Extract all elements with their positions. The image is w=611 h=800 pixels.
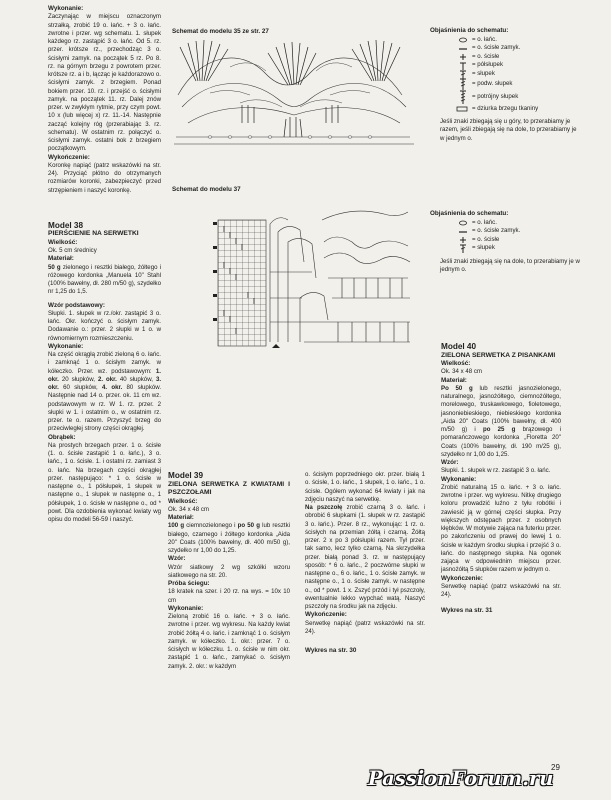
legend-item: = półsłupek (472, 61, 503, 69)
legend-item: = słupek (472, 69, 495, 77)
tr-symbol-icon (458, 90, 468, 104)
legend-schemat-35 (430, 27, 580, 143)
hdc-symbol-icon (458, 62, 468, 70)
sc-symbol-icon (458, 236, 468, 244)
column-model-39-cont (305, 471, 425, 655)
section-heading: Wykonanie: (48, 342, 84, 350)
hole-symbol-icon (456, 106, 468, 112)
legend-schemat-37 (430, 210, 580, 274)
section-heading: Wykończenie: (441, 574, 483, 582)
section-heading: Wielkość: (48, 238, 78, 246)
legend-item: = dziurka brzegu tkaniny (472, 104, 539, 112)
dc-symbol-icon (458, 244, 468, 253)
legend-title: Objaśnienia do schematu: (430, 210, 509, 217)
diagram-title: Schemat do modelu 35 ze str. 27 (172, 28, 269, 35)
lace-crochet-diagram (170, 37, 418, 149)
paragraph: Po 50 g lub resztki jasnozielonego, naturalnego, jasnożółtego, ciemnożółtego, morelowego, truskawkowego, fioletowego, jasnoniebieskiego, niebieskiego kordonka „Aida 20" Coats (100% bawełny, dł. 400 m/50 g) i po 25 g brązowego i pomarańczowego kordonka „Floretta 20" Coats (100% bawełny, dł. 190 m/25 g), szydełko nr 1,00 do 1,25. (441, 384, 561, 458)
legend-item: = o. łańc. (472, 35, 497, 43)
model-title: PIERŚCIENIE NA SERWETKI (48, 230, 139, 238)
section-heading: Wykonanie: (168, 604, 204, 612)
dc-symbol-icon (458, 70, 468, 79)
paragraph: Zrobić naturalną 15 o. łańc. + 3 o. łańc. zwrotne i przer. wg wykresu. Nitkę drugiego koloru prowadzić luźno z tyłu robótki i zawiesić ją w górnej części słupka. Przy większych odstępach przer. z osobnych kłębków. W motywie zająca na futerku przer. po zakończeniu od prawej do lewej 1 o. ścisłe w każdym środku słupka i przejść 3 o. łańc. do następnego słupka. Na ogonek zająca w odpowiednim miejscu przer. jasnożółtą 5 słupków razem w jednym o. (441, 483, 561, 574)
model-heading: Model 40 (441, 342, 477, 351)
legend-note: Jeśli znaki zbiegają się na dole, to przerabiamy je w jednym o. (440, 257, 580, 274)
paragraph: 50 g zielonego i resztki białego, żółtego i różowego kordonka „Manuela 10" Stahl (100% bawełny, dł. 280 m/50 g), szydełko nr 1,25 do 1,5. (48, 263, 161, 296)
paragraph: Ok. 5 cm średnicy (48, 247, 97, 254)
legend-item: = o. ścisłe (472, 52, 500, 60)
paragraph: Zieloną zrobić 16 o. łańc. + 3 o. łańc. zwrotne i przer. wg wykresu. Na każdy kwiat zrobić żółtą 4 o. łańc. i zamknąć 1 o. ścisłym zamyk. w kółeczko. 1. okr.: przer. 7 o. ścisłych w kółeczku. 1. o. ścisłe w nim okr. zastąpić 1 o. łańc., zamykać o. ścisłym zamyk. 2. okr.: w każdym (168, 613, 290, 670)
paragraph: Serwetkę napiąć (patrz wskazówki na str. 24). (305, 619, 425, 635)
section-heading: Wzór: (441, 459, 459, 466)
paragraph: Na prostych brzegach przer. 1 o. ścisłe (1. o. ścisłe zastąpić 1 o. łańc.), 3 o. łańc., 1 o. ścisłe. 1. i ostatni rz. zamiast 3 o. łańc. Na brzegach części okrągłej przer. następująco: * 1 o. ścisłe w następne o., 1 półsłupek, 1 słupek w następne o., 1 słupek w następne o., 1 półsłupek, 1 o. ścisłe w następne o., od * powt. Dla ozdobienia wykonać kwiaty wg opisu do modeli 56-59 i naszyć. (48, 441, 161, 523)
watermark: PassionForum.ru (368, 767, 554, 790)
slip-symbol-icon (458, 45, 468, 51)
section-heading: Wzór podstawowy: (48, 301, 106, 309)
paragraph: 18 kratek na szer. i 20 rz. na wys. = 10x 10 cm (168, 588, 290, 604)
legend-note: Jeśli znaki zbiegają się u góry, to przerabiamy je razem, jeśli zbiegają się na dole, to przerabiamy je w jednym o. (440, 118, 577, 142)
section-heading: Materiał: (441, 376, 467, 384)
paragraph: Słupki. 1. słupek w rz./okr. zastąpić 3 o. łańc. Okr. kończyć o. ścisłym zamyk. Dodawanie o.: przer. 2 słupki w 1 o. w równomiernym rozmieszczeniu. (48, 309, 161, 342)
section-heading: Wykończenie: (48, 153, 90, 161)
chain-symbol-icon (458, 220, 468, 226)
legend-item: = o. ścisłe zamyk. (472, 227, 521, 235)
paragraph: Ok. 34 x 48 cm (441, 368, 482, 376)
section-heading: Materiał: (168, 514, 194, 521)
section-heading: Wielkość: (168, 497, 198, 505)
legend-title: Objaśnienia do schematu: (430, 27, 509, 34)
column-model-39 (168, 471, 290, 671)
paragraph: o. ścisłym poprzedniego okr. przer. białą 1 o. ścisłe, 1 o. łańc., 1 słupek, 1 o. łańc., 1 o. ścisłe. Ogółem wykonać 64 kwiaty i jak na zdjęciu naszyć na serwetkę. (305, 471, 425, 503)
model-title: ZIELONA SERWETKA Z KWIATAMI I PSZCZOŁAMI (168, 480, 290, 496)
legend-item: = o. łańc. (472, 218, 497, 226)
sc-symbol-icon (458, 53, 468, 61)
paragraph: Wzór siatkowy 2 wg szkółki wzoru siatkowego na str. 20. (168, 563, 290, 579)
page-reference: Wykres na str. 30 (305, 647, 357, 654)
paragraph: 100 g ciemnozielonego i po 50 g lub resztki białego, czarnego i żółtego kordonka „Aida 20" Coats (100% bawełny, dł. 400 m/50 g), szydełko nr 1,00 do 1,25. (168, 522, 290, 554)
legend-item: = słupek (472, 244, 495, 252)
column-model-40 (441, 342, 561, 616)
section-heading: Materiał: (48, 255, 74, 263)
filet-crochet-diagram (212, 202, 415, 349)
model-heading: Model 39 (168, 471, 204, 480)
legend-item: = potrójny słupek (472, 93, 519, 101)
paragraph: Zaczynając w miejscu oznaczonym strzałką, zrobić 19 o. łańc. + 3 o. łańc. zwrotne i przer. wg schematu. 1. słupek każdego rz. zastąpić 3 o. łańc. Od 5. rz. przer. krótsze rz., przechodząc 3 o. ścisłymi zamyk. na początek 5 rz. Po 8. rz. na górnym brzegu z powrotem przer. krótsze rz. a i b, łącząc je każdorazowo o. ścisłymi zamyk. z brzegiem. Ponad bokiem przer. 10. rz. i przejść o. ścisłymi zamyk. na początek 11. rz. Dalej znów przer. w zwykłym rytmie, przy czym powt. 10 x (lub więcej x) rz. 11.-14. Następnie zacząć kolejny róg (przerabiając 3. rz. schematu). W ostatnim rz. połączyć o. ścisłymi zamyk. ostatni bok z brzegiem początkowym. (48, 13, 161, 153)
section-heading: Próba ściegu: (168, 580, 210, 587)
legend-item: = o. ścisłe zamyk. (472, 44, 521, 52)
paragraph: Na pszczołę zrobić czarną 3 o. łańc. i obrobić 6 słupkami (1. słupek w rz. zastąpić 3 o. łańc.). Przer. 8 rz., wykonując: 1 rz. o. ścisłych na przemian żółtą i czarną. Żółtą przer. 2 x po 3 półsłupki razem. Tył przer. tak samo, lecz tylko czarną. Na skrzydełka przer. białą ponad 3. rz. w następujący sposób: * 6 o. łańc., 2 poczwórne słupki w następne o., 6 o. łańc., 1 o. ścisłe zamyk. w następne o., 1 o. ścisłe zamyk. w następne o., od * powt. 1 x. Zszyć przód i tył pszczoły, ewentualnie lekko wypchać watą. Naszyć pszczoły na środku jak na zdjęciu. (305, 504, 425, 610)
page-reference: Wykres na str. 31 (441, 607, 493, 615)
slip-symbol-icon (458, 228, 468, 234)
dc-double-symbol-icon (458, 78, 468, 90)
section-heading: Wykonanie: (48, 5, 84, 12)
paragraph: Koronkę napiąć (patrz wskazówki na str. 24). Przyciąć płótno do otrzymanych rozmiarów koronki, zabezpieczyć przed strzępieniem i naszyć koronkę. (48, 161, 161, 194)
section-heading: Wielkość: (441, 360, 471, 367)
paragraph: Na część okrągłą zrobić zieloną 6 o. łańc. i zamknąć 1 o. ścisłym zamyk. w kółeczko. Przer. wz. podstawowym: 1. okr. 20 słupków, 2. okr. 40 słupków, 3. okr. 60 słupków, 4. okr. 80 słupków. Następnie nad 14 o. przer. ok. 11 cm wz. podstawowym w rz. W 1. rz. przer. 2 słupki w 1. i ostatnim o., w ostatnim rz. przer. te o. razem. Przyszyć brzeg do przeciwległej strony części okrągłej. (48, 351, 162, 433)
paragraph: Słupki. 1. słupek w rz. zastąpić 3 o. łańc. (441, 467, 551, 475)
model-title: ZIELONA SERWETKA Z PISANKAMI (441, 351, 556, 359)
column-left (48, 5, 161, 524)
section-heading: Wykonanie: (441, 475, 477, 483)
chain-symbol-icon (458, 37, 468, 43)
paragraph: Ok. 34 x 48 cm (168, 505, 209, 513)
legend-item: = podw. słupek (472, 80, 513, 88)
legend-item: = o. ścisłe (472, 235, 500, 243)
section-heading: Obrąbek: (48, 433, 76, 441)
page-number: 29 (551, 763, 560, 772)
diagram-title: Schemat do modelu 37 (172, 186, 241, 193)
paragraph: Serwetkę napiąć (patrz wskazówki na str. 24). (441, 582, 561, 598)
section-heading: Wykończenie: (305, 611, 347, 619)
model-heading: Model 38 (48, 220, 84, 230)
section-heading: Wzór: (168, 555, 186, 563)
